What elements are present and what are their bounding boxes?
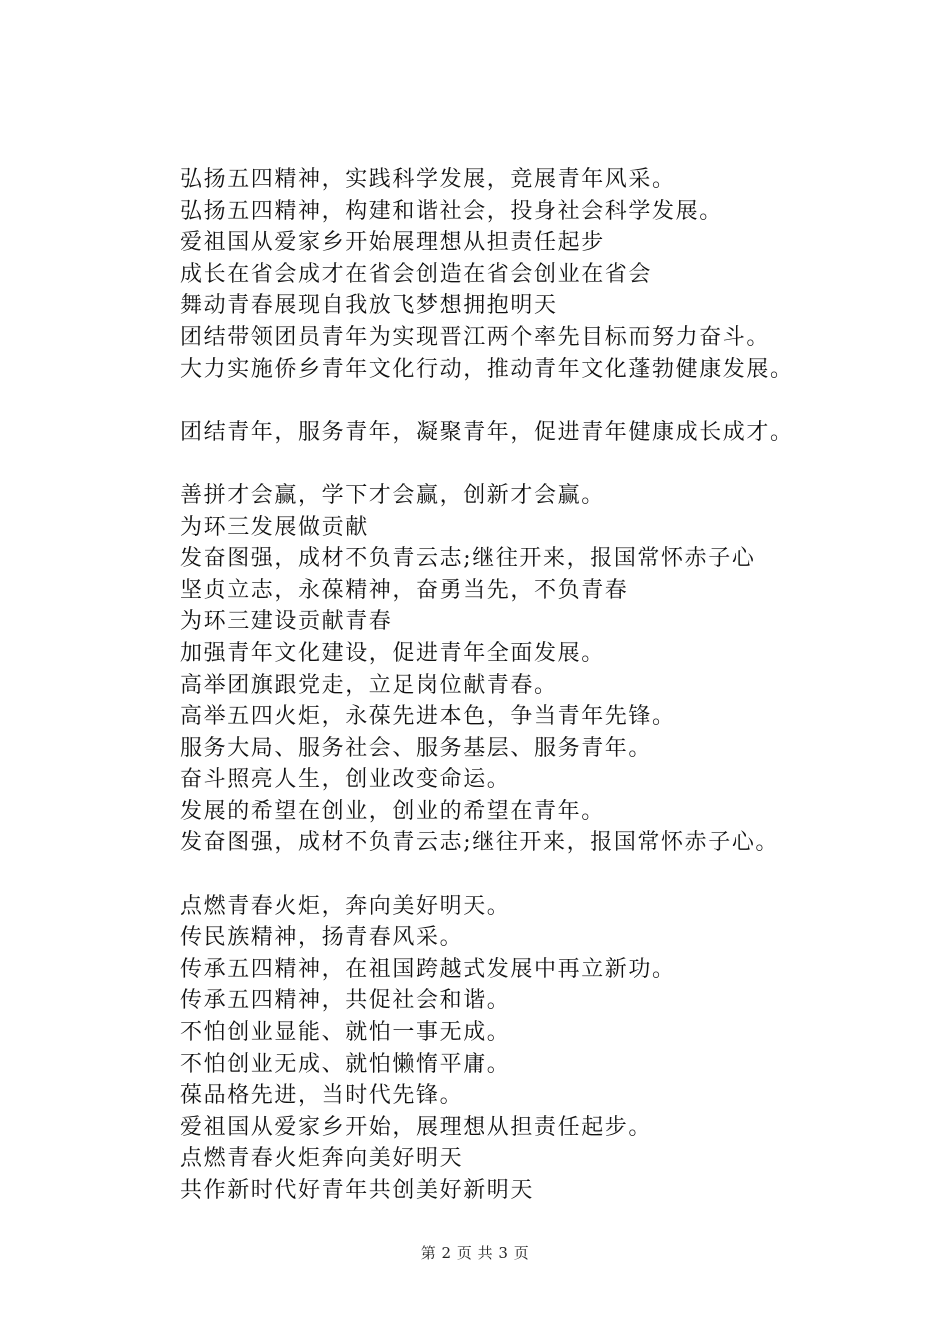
paragraph-gap xyxy=(180,385,880,417)
slogan-line: 成长在省会成才在省会创造在省会创业在省会 xyxy=(180,261,653,287)
slogan-line: 发奋图强，成材不负青云志;继往开来，报国常怀赤子心 xyxy=(180,546,756,572)
slogan-line: 团结青年，服务青年，凝聚青年，促进青年健康成长成才。 xyxy=(180,419,794,445)
paragraph-gap xyxy=(180,859,880,891)
slogan-line: 共作新时代好青年共创美好新明天 xyxy=(180,1178,535,1203)
slogan-text-body xyxy=(180,164,880,1207)
slogan-line: 为环三发展做贡献 xyxy=(180,514,369,540)
slogan-line: 传民族精神，扬青春风采。 xyxy=(180,925,464,951)
slogan-line: 舞动青春展现自我放飞梦想拥抱明天 xyxy=(180,293,558,319)
slogan-line: 弘扬五四精神，实践科学发展，竞展青年风采。 xyxy=(180,167,676,192)
slogan-line: 发展的希望在创业，创业的希望在青年。 xyxy=(180,798,605,824)
slogan-line: 为环三建设贡献青春 xyxy=(180,609,393,635)
slogan-line: 葆品格先进，当时代先锋。 xyxy=(180,1083,464,1109)
slogan-line: 高举团旗跟党走，立足岗位献青春。 xyxy=(180,672,558,698)
slogan-line: 服务大局、服务社会、服务基层、服务青年。 xyxy=(180,735,653,761)
slogan-line: 发奋图强，成材不负青云志;继往开来，报国常怀赤子心。 xyxy=(180,830,780,856)
slogan-line: 加强青年文化建设，促进青年全面发展。 xyxy=(180,640,605,666)
slogan-line: 弘扬五四精神，构建和谐社会，投身社会科学发展。 xyxy=(180,198,723,224)
slogan-line: 不怕创业显能、就怕一事无成。 xyxy=(180,1020,511,1046)
slogan-line: 传承五四精神，共促社会和谐。 xyxy=(180,988,511,1014)
slogan-line: 点燃青春火炬奔向美好明天 xyxy=(180,1146,464,1172)
slogan-line: 传承五四精神，在祖国跨越式发展中再立新功。 xyxy=(180,956,676,982)
slogan-line: 点燃青春火炬，奔向美好明天。 xyxy=(180,893,511,919)
slogan-line: 不怕创业无成、就怕懒惰平庸。 xyxy=(180,1051,511,1077)
slogan-line: 大力实施侨乡青年文化行动，推动青年文化蓬勃健康发展。 xyxy=(180,356,794,382)
slogan-line: 善拼才会赢，学下才会赢，创新才会赢。 xyxy=(180,482,605,508)
slogan-line: 坚贞立志，永葆精神，奋勇当先，不负青春 xyxy=(180,577,629,603)
slogan-line: 奋斗照亮人生，创业改变命运。 xyxy=(180,767,511,793)
slogan-line: 高举五四火炬，永葆先进本色，争当青年先锋。 xyxy=(180,704,676,730)
slogan-line: 爱祖国从爱家乡开始，展理想从担责任起步。 xyxy=(180,1114,653,1140)
slogan-line: 团结带领团员青年为实现晋江两个率先目标而努力奋斗。 xyxy=(180,324,771,350)
page-number-footer: 第 2 页 共 3 页 xyxy=(420,1244,530,1262)
paragraph-gap xyxy=(180,448,880,480)
slogan-line: 爱祖国从爱家乡开始展理想从担责任起步 xyxy=(180,230,605,256)
